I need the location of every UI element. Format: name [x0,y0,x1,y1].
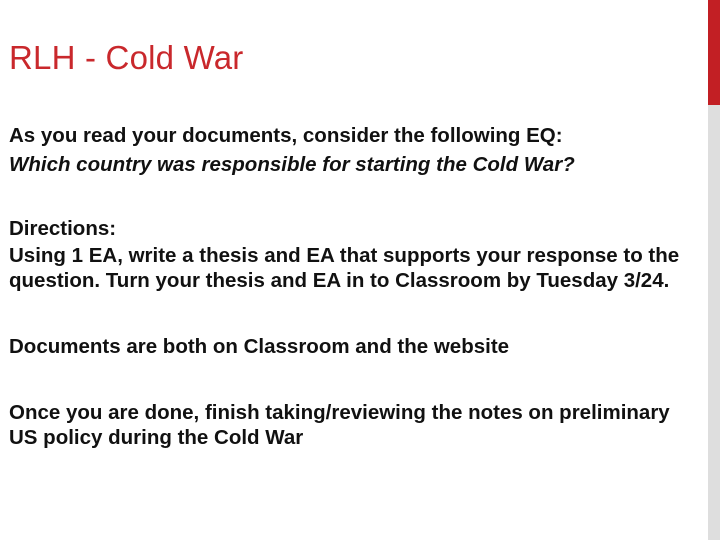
side-bar [708,105,720,540]
spacer [9,361,689,400]
intro-text: As you read your documents, consider the following EQ: [9,124,563,147]
documents-text: Documents are both on Classroom and the website [9,335,510,358]
directions-text: Using 1 EA, write a thesis and EA that supports your response to the question. Turn your thesis and EA in to Classroom by Tuesday 3/24. [9,244,680,292]
spacer [9,179,689,214]
directions-heading: Directions: [9,217,117,240]
spacer [9,293,689,332]
accent-bar [708,0,720,105]
notes-text: Once you are done, finish taking/reviewing the notes on preliminary US policy during the Cold War [9,401,670,449]
essential-question: Which country was responsible for starting the Cold War? [9,153,575,176]
slide-body [9,121,689,450]
slide-title: RLH - Cold War [9,39,244,76]
